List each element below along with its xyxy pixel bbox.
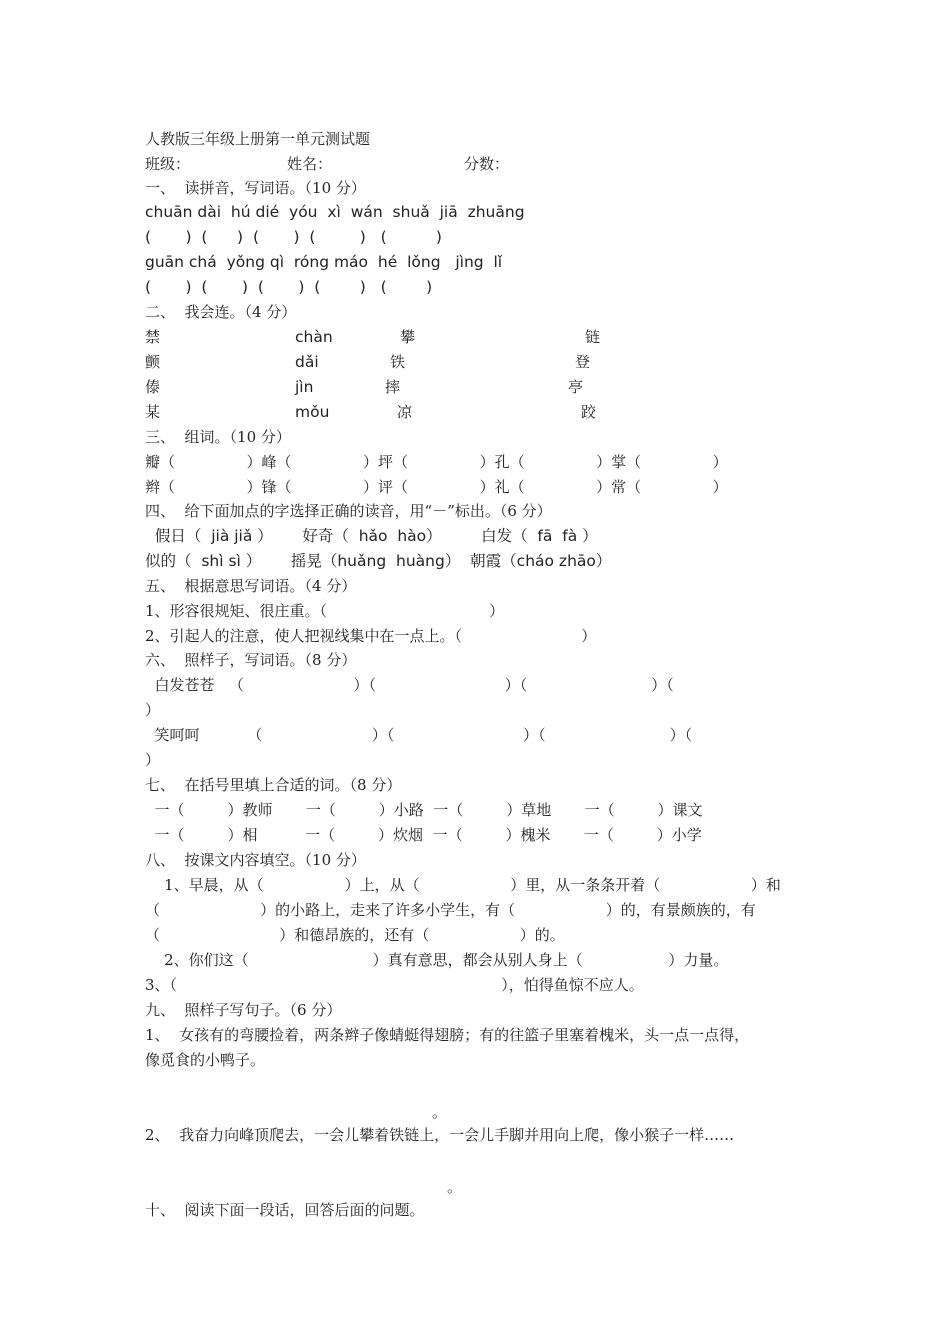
section-4-heading: 四、 给下面加点的字选择正确的读音，用“－”标出。（6 分） — [145, 502, 552, 520]
class-label: 班级： — [145, 155, 191, 173]
pattern-words-row-2-end: ） — [145, 751, 161, 769]
reading-choice-row-2: 似的（ shì sì ） 摇晃（huǎng huàng） 朝霞（cháo zhāo） — [145, 552, 612, 570]
answer-end-mark-1: 。 — [432, 1103, 448, 1121]
pattern-words-row-1-end: ） — [145, 701, 161, 719]
blank-line-1: ( ) ( ) ( ) ( ) ( ) — [145, 228, 442, 246]
fill-word-row-1: 一（ ）教师 一（ ）小路 一（ ）草地 一（ ）课文 — [145, 801, 703, 819]
pinyin-line-2: guān chá yǒng qì róng máo hé lǒng jìng lǐ — [145, 253, 503, 271]
sentence-example-1: 1、 女孩有的弯腰捡着，两条辫子像蜻蜓得翅膀；有的往篮子里塞着槐米，头一点一点得， — [145, 1026, 750, 1044]
match-pinyin: dǎi — [295, 353, 319, 371]
match-char-left: 颤 — [145, 353, 161, 371]
section-9-heading: 九、 照样子写句子。（6 分） — [145, 1001, 342, 1019]
pattern-words-row-2: 笑呵呵 （ ）（ ）（ ）（ — [145, 726, 693, 744]
section-3-heading: 三、 组词。（10 分） — [145, 428, 291, 446]
pattern-words-row-1: 白发苍苍 （ ）（ ）（ ）（ — [145, 676, 674, 694]
match-char-mid: 攀 — [400, 328, 416, 346]
match-pinyin: mǒu — [295, 403, 330, 421]
text-fill-line-4: 2、你们这（ ）真有意思，都会从别人身上（ ）力量。 — [145, 951, 729, 969]
reading-choice-row-1: 假日（ jià jiǎ ） 好奇（ hǎo hào） 白发（ fā fà ） — [145, 527, 598, 545]
section-6-heading: 六、 照样子，写词语。（8 分） — [145, 651, 357, 669]
word-group-row-1: 瓣（ ）峰（ ）坪（ ）孔（ ）掌（ ） — [145, 453, 728, 471]
match-char-left: 禁 — [145, 328, 161, 346]
page-title: 人教版三年级上册第一单元测试题 — [145, 130, 371, 148]
match-char-right: 链 — [585, 328, 601, 346]
answer-end-mark-2: 。 — [447, 1178, 463, 1196]
match-char-mid: 铁 — [390, 353, 406, 371]
section-1-heading: 一、 读拼音，写词语。（10 分） — [145, 179, 366, 197]
match-char-left: 傣 — [145, 378, 161, 396]
meaning-question-1: 1、形容很规矩、很庄重。（ ） — [145, 602, 505, 620]
section-10-heading: 十、 阅读下面一段话，回答后面的问题。 — [145, 1201, 425, 1219]
match-char-mid: 摔 — [385, 378, 401, 396]
name-label: 姓名： — [287, 155, 333, 173]
match-char-left: 某 — [145, 403, 161, 421]
section-5-heading: 五、 根据意思写词语。（4 分） — [145, 577, 357, 595]
match-char-right: 亭 — [568, 378, 584, 396]
text-fill-line-5: 3、（ ），怕得鱼惊不应人。 — [145, 976, 644, 994]
section-7-heading: 七、 在括号里填上合适的词。（8 分） — [145, 776, 402, 794]
text-fill-line-1: 1、早晨，从（ ）上，从（ ）里，从一条条开着（ ）和 — [145, 876, 781, 894]
match-char-right: 登 — [575, 353, 591, 371]
match-pinyin: chàn — [295, 328, 333, 346]
match-char-right: 跤 — [581, 403, 597, 421]
section-8-heading: 八、 按课文内容填空。（10 分） — [145, 851, 366, 869]
score-label: 分数： — [464, 155, 510, 173]
meaning-question-2: 2、引起人的注意，使人把视线集中在一点上。（ ） — [145, 627, 597, 645]
word-group-row-2: 辫（ ）锋（ ）评（ ）礼（ ）常（ ） — [145, 478, 728, 496]
match-char-mid: 凉 — [397, 403, 413, 421]
sentence-example-2: 2、 我奋力向峰顶爬去，一会儿攀着铁链上，一会儿手脚并用向上爬，像小猴子一样…… — [145, 1126, 735, 1144]
section-2-heading: 二、 我会连。（4 分） — [145, 303, 297, 321]
match-pinyin: jìn — [295, 378, 314, 396]
sentence-example-1-cont: 像觅食的小鸭子。 — [145, 1051, 266, 1069]
fill-word-row-2: 一（ ）相 一（ ）炊烟 一（ ）槐米 一（ ）小学 — [145, 826, 702, 844]
text-fill-line-2: （ ）的小路上，走来了许多小学生，有（ ）的，有景颇族的，有 — [145, 901, 756, 919]
pinyin-line-1: chuān dài hú dié yóu xì wán shuǎ jiā zhuāng — [145, 203, 525, 221]
blank-line-2: ( ) ( ) ( ) ( ) ( ) — [145, 278, 433, 296]
text-fill-line-3: （ ）和德昂族的，还有（ ）的。 — [145, 926, 565, 944]
